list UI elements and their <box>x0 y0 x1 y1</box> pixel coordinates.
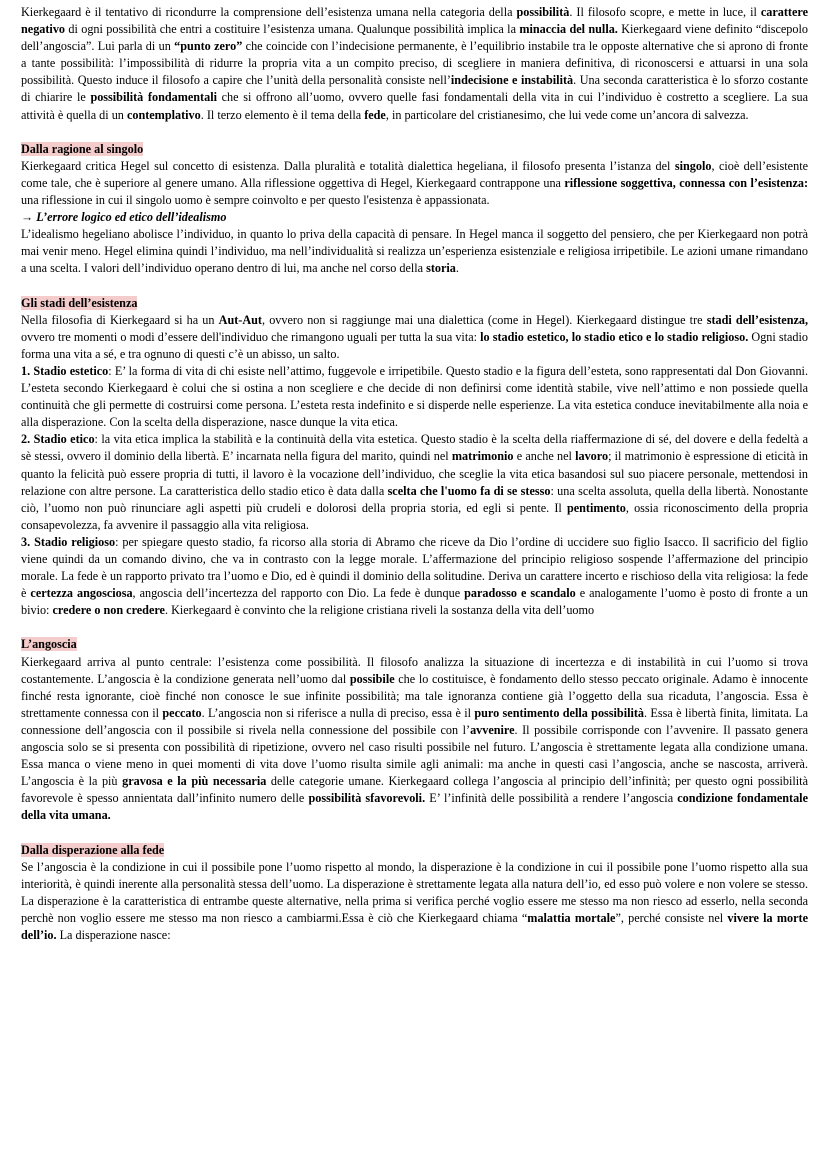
bold-run: credere o non credere <box>52 603 165 618</box>
bold-run: paradosso e scandalo <box>464 586 576 601</box>
text-run: . Il terzo elemento è il tema della <box>200 107 365 122</box>
text-run: che coincide con l’indecisione permanente, è l’equilibrio instabile tra le opposte alternative che si aprono di fronte a tante possibilità: l’impossibilità di ridurre la propria vita a un compito preciso, di scegliere in maniera definitiva, di riconoscersi e attuarsi in una sola possibilità. Questo induce il filosofo a capire che l’unità della personalità consiste nell’ <box>21 39 808 88</box>
bold-run: Aut-Aut <box>218 312 262 327</box>
text-run: . Il possibile corrisponde con l’avvenire. Il passato genera angoscia solo se si presenta con possibilità di ripetizione, ovvero nel caso risulti possibile nel futuro. L’angoscia è strettamente legata alla condizione umana. Essa manca o viene meno in quei momenti di vita dove l’uomo risulta simile agli animali: ma anche in questi casi l’angoscia, anche se nascosta, arriverà. L’angoscia è la più <box>21 722 809 789</box>
bold-run: 2. Stadio etico <box>21 432 95 447</box>
bold-run: possibilità sfavorevoli. <box>308 791 426 806</box>
paragraph-ragione-singolo <box>21 158 808 209</box>
intro-paragraph <box>21 4 808 124</box>
bold-run: avvenire <box>470 722 515 737</box>
text-run: E’ l’infinità delle possibilità a rendere l’angoscia <box>425 791 678 806</box>
text-run: che lo costituisce, è fondamento dello stesso peccato originale. Adamo è innocente finché resta ignorante, cioè finché non conosce le sue infinite possibilità; ma tale ignoranza contiene già l’oggetto della sua ricaduta, l’angoscia. Essa è strettamente connessa con il <box>21 671 808 720</box>
text-run: . Una seconda caratteristica è lo sforzo costante di chiarire le <box>21 73 808 105</box>
text-run: La disperazione nasce: <box>56 928 171 943</box>
paragraph-stadio-etico <box>21 431 808 534</box>
paragraph-stadio-religioso <box>21 534 808 619</box>
text-run: ”, perché consiste nel <box>615 910 728 925</box>
paragraph-angoscia <box>21 654 808 825</box>
bold-run: puro sentimento della possibilità <box>474 705 645 720</box>
bold-run: scelta che l'uomo fa di se stesso <box>387 483 551 498</box>
text-run: Kierkegaard è il tentativo di ricondurre la comprensione dell’esistenza umana nella categoria della <box>21 5 517 19</box>
bold-run: lo stadio estetico, lo stadio etico e lo stadio religioso. <box>480 329 749 344</box>
text-run: Ogni stadio forma una vita a sé, e tra ognuno di questi c’è un abisso, un salto. <box>21 329 808 361</box>
text-run: , ossia riconoscimento della propria consapevolezza, fa avvenire il passaggio alla vita religiosa. <box>21 500 808 532</box>
text-run: Nella filosofia di Kierkegaard si ha un <box>21 312 219 327</box>
text-run: . Il filosofo scopre, e mette in luce, il <box>569 5 761 19</box>
text-run: ; il matrimonio è espressione di eticità in quanto la felicità può essere propria di tutti, il lavoro è la vocazione dell’individuo, che sceglie la vita etica basandosi sul suo piacere personale, mettendosi in relazione con altre persone. La caratteristica dello stadio etico è data dalla <box>21 449 808 498</box>
bold-run: contemplativo <box>126 107 201 122</box>
bold-run: malattia mortale <box>527 910 616 925</box>
text-run: , in particolare del cristianesimo, che lui vede come un’ancora di salvezza. <box>385 107 749 122</box>
bold-run: stadi dell’esistenza, <box>706 312 809 327</box>
text-run: che si offrono all’uomo, ovvero quelle fasi fondamentali della vita in cui l’individuo è costretto a scegliere. La sua attività è quella di un <box>21 90 808 122</box>
bold-run: possibilità fondamentali <box>90 90 217 105</box>
bold-run: riflessione soggettiva, connessa con l’esistenza: <box>564 175 808 190</box>
bold-run: lavoro <box>575 449 609 464</box>
bold-run: carattere negativo <box>21 5 808 37</box>
text-run: una riflessione in cui il singolo uomo è sempre coinvolto e per questo l'esistenza è appassionata. <box>21 193 490 208</box>
section-heading-angoscia: L’angoscia <box>21 637 77 652</box>
bold-run: peccato <box>162 705 202 720</box>
text-run: : per spiegare questo stadio, fa ricorso alla storia di Abramo che riceve da Dio l’ordine di uccidere suo figlio Isacco. Il sacrificio del figlio viene quindi da un comando divino, che va in contrasto con la legge morale. L’affermazione del principio religioso sospende l’affermazione del principio morale. La fede è un rapporto privato tra l’uomo e Dio, ed è quindi il dominio della solitudine. Deriva un carattere incerto e rischioso della vita religiosa: la fede è <box>21 534 808 601</box>
text-run: : la vita etica implica la stabilità e la continuità della vita estetica. Questo stadio è la scelta della riaffermazione di sé, del dovere e della fedeltà a sè stessi, ovvero il dominio della libertà. E’ incarnata nella figura del marito, quindi nel <box>21 432 808 464</box>
text-run: Kierkegaard arriva al punto centrale: l’esistenza come possibilità. Il filosofo analizza la situazione di incertezza e di instabilità in cui l’uomo si trova costantemente. L’angoscia è la condizione generata nell’uomo dal <box>21 654 808 686</box>
paragraph-disperazione <box>21 859 808 944</box>
bold-run: fede <box>364 107 386 122</box>
bold-run: storia <box>426 261 456 276</box>
text-run: e analogamente l’uomo è posto di fronte a un bivio: <box>21 586 808 618</box>
bold-run: gravosa e la più necessaria <box>122 774 267 789</box>
text-run: , ovvero non si raggiunge mai una dialettica (come in Hegel). Kierkegaard distingue tre <box>262 312 707 327</box>
paragraph-stadi-intro <box>21 312 808 363</box>
section-heading-disperazione: Dalla disperazione alla fede <box>21 842 165 857</box>
section-heading-ragione-singolo: Dalla ragione al singolo <box>21 141 144 156</box>
text-run: . Essa è libertà finita, limitata. La connessione dell’angoscia con il possibile si rivela nella connessione del possibile con l’ <box>21 705 808 737</box>
bold-run: vivere la morte dell’io. <box>21 910 808 943</box>
text-run: ovvero tre momenti o modi d’essere dell'individuo che rimangono uguali per tutta la sua vita: <box>21 329 481 344</box>
bold-run: indecisione e instabilità <box>450 73 574 88</box>
text-run: . L’angoscia non si riferisce a nulla di preciso, essa è il <box>201 705 475 720</box>
bold-run: 3. Stadio religioso <box>21 534 116 549</box>
bold-run: pentimento <box>566 500 626 515</box>
paragraph-stadio-estetico <box>21 363 808 431</box>
text-run: L’idealismo hegeliano abolisce l’individuo, in quanto lo priva della capacità di pensare. In Hegel manca il soggetto del pensiero, che per Kierkegaard non potrà mai venir meno. Hegel elimina quindi l’individuo, ma nell’individualità si realizza un’esperienza esistenziale e religiosa irripetibile. Le azioni umane rimandano a una scelta. I valori dell’individuo operano dentro di lui, ma anche nel corso della <box>21 227 808 276</box>
text-run: Kierkegaard critica Hegel sul concetto di esistenza. Dalla pluralità e totalità dialettica hegeliana, il filosofo presenta l’istanza del <box>21 158 675 173</box>
bold-run: “punto zero” <box>174 39 243 54</box>
text-run: Se l’angoscia è la condizione in cui il possibile pone l’uomo rispetto al mondo, la disperazione è la condizione in cui il possibile pone l’uomo rispetto alla sua interiorità, è quindi inerente alla personalità stessa dell’uomo. La disperazione è strettamente legata alla natura dell’io, ed esso può volere e non volere se stesso. La disperazione è la caratteristica di entrambe queste alternative, nella prima si verifica perché voglio essere me stesso ma non riesco ad esserlo, nella seconda perchè non voglio essere me stesso ma non riesco a cambiarmi.Essa è ciò che Kierkegaard chiama “ <box>21 859 808 925</box>
bold-run: condizione fondamentale della vita umana. <box>21 791 808 823</box>
text-run: : E’ la forma di vita di chi esiste nell’attimo, fuggevole e irripetibile. Questo stadio e la figura dell’esteta, sono rappresentati dal Don Giovanni. L’esteta secondo Kierkegaard è colui che si ostina a non scegliere e che decide di non definirsi come identità stabile, vive nell’attimo e non possiede quella continuità che gli permette di costruirsi come persona. L’esteta resta indefinito e si disperde nelle esperienze. La vita estetica conduce inevitabilmente alla noia e alla disperazione. Con la scelta della disperazione, nasce dunque la vita etica. <box>21 363 808 430</box>
bold-run: certezza angosciosa <box>30 586 133 601</box>
text-run: , angoscia dell’incertezza del rapporto con Dio. La fede è dunque <box>132 586 465 601</box>
bold-run: minaccia del nulla. <box>519 22 618 37</box>
bold-run: possibilità <box>516 5 570 19</box>
bold-run: matrimonio <box>451 449 514 464</box>
text-run: delle categorie umane. Kierkegaard collega l’angoscia al principio dell’infinità; per questo ogni possibilità favorevole è spesso annientata dall’infinito numero delle <box>21 774 808 806</box>
subheading-errore-idealismo: → L’errore logico ed etico dell’idealismo <box>21 210 227 225</box>
text-run: e anche nel <box>513 449 576 464</box>
text-run: . <box>455 261 459 276</box>
bold-run: singolo <box>674 158 712 173</box>
text-run: , cioè dell’esistente come tale, che è superiore al genere umano. Alla riflessione oggettiva di Hegel, Kierkegaard contrappone una <box>21 158 808 190</box>
section-heading-stadi: Gli stadi dell’esistenza <box>21 295 138 310</box>
paragraph-idealismo <box>21 226 808 277</box>
text-run: Kierkegaard viene definito “discepolo dell’angoscia”. Lui parla di un <box>21 22 808 54</box>
text-run: : una scelta assoluta, quella della libertà. Nonostante ciò, l’uomo non può rinunciare agli aspetti più crudeli e dolorosi della propria storia, ed egli si pente. Il <box>21 483 808 515</box>
bold-run: 1. Stadio estetico <box>21 363 109 378</box>
bold-run: possibile <box>349 671 395 686</box>
text-run: di ogni possibilità che entri a costituire l’esistenza umana. Qualunque possibilità implica la <box>65 22 520 37</box>
text-run: . Kierkegaard è convinto che la religione cristiana riveli la sostanza della vita dell’uomo <box>164 603 595 618</box>
